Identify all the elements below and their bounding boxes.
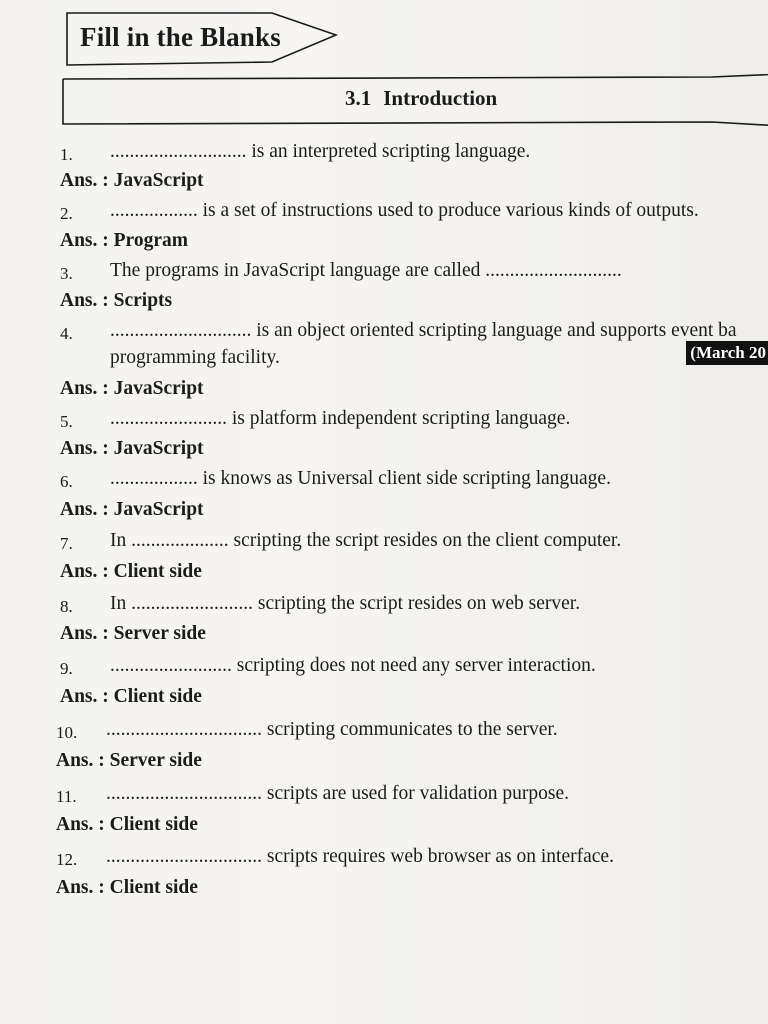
question-text: ................................ scripts requires web browser as on interface. <box>106 846 614 867</box>
exam-year-tag: (March 20 <box>686 341 768 365</box>
answer-4: Ans. : JavaScript <box>60 378 204 399</box>
question-number: 11. <box>56 787 77 806</box>
question-text: ................................ scripting communicates to the server. <box>106 719 558 740</box>
question-number: 1. <box>60 145 73 164</box>
question-number: 2. <box>60 204 73 223</box>
question-number: 4. <box>60 324 73 343</box>
question-number: 3. <box>60 264 73 283</box>
answer-1: Ans. : JavaScript <box>60 170 204 191</box>
question-text: .................. is knows as Universal client side scripting language. <box>110 468 611 489</box>
question-text: ............................. is an object oriented scripting language and supports event ba <box>110 320 737 341</box>
answer-2: Ans. : Program <box>60 230 188 251</box>
answer-11: Ans. : Client side <box>56 814 198 835</box>
answer-8: Ans. : Server side <box>60 623 206 644</box>
question-text: In .................... scripting the script resides on the client computer. <box>110 530 622 551</box>
banner-title: Fill in the Blanks <box>80 22 281 52</box>
answer-3: Ans. : Scripts <box>60 290 173 311</box>
question-number: 7. <box>60 534 73 553</box>
answer-9: Ans. : Client side <box>60 686 202 707</box>
question-text: ........................ is platform independent scripting language. <box>110 408 571 429</box>
question-text: ................................ scripts are used for validation purpose. <box>106 783 570 804</box>
question-number: 9. <box>60 659 73 678</box>
answer-10: Ans. : Server side <box>56 750 202 771</box>
question-4-continued: programming facility. <box>110 347 280 368</box>
answer-5: Ans. : JavaScript <box>60 438 204 459</box>
answer-7: Ans. : Client side <box>60 561 202 582</box>
question-number: 8. <box>60 597 73 616</box>
question-number: 5. <box>60 412 73 431</box>
section-number: 3.1 <box>345 86 372 110</box>
question-text: In ......................... scripting the script resides on web server. <box>110 593 581 614</box>
section-title-text: Introduction <box>383 86 498 110</box>
question-number: 6. <box>60 472 73 491</box>
question-text: ......................... scripting does not need any server interaction. <box>110 655 596 676</box>
question-text: .................. is a set of instructions used to produce various kinds of outputs. <box>110 200 699 221</box>
question-number: 12. <box>56 850 78 869</box>
question-text: ............................ is an interpreted scripting language. <box>110 141 531 162</box>
answer-12: Ans. : Client side <box>56 877 198 898</box>
question-text: The programs in JavaScript language are called ............................ <box>110 260 622 281</box>
question-number: 10. <box>56 723 78 742</box>
answer-6: Ans. : JavaScript <box>60 499 204 520</box>
